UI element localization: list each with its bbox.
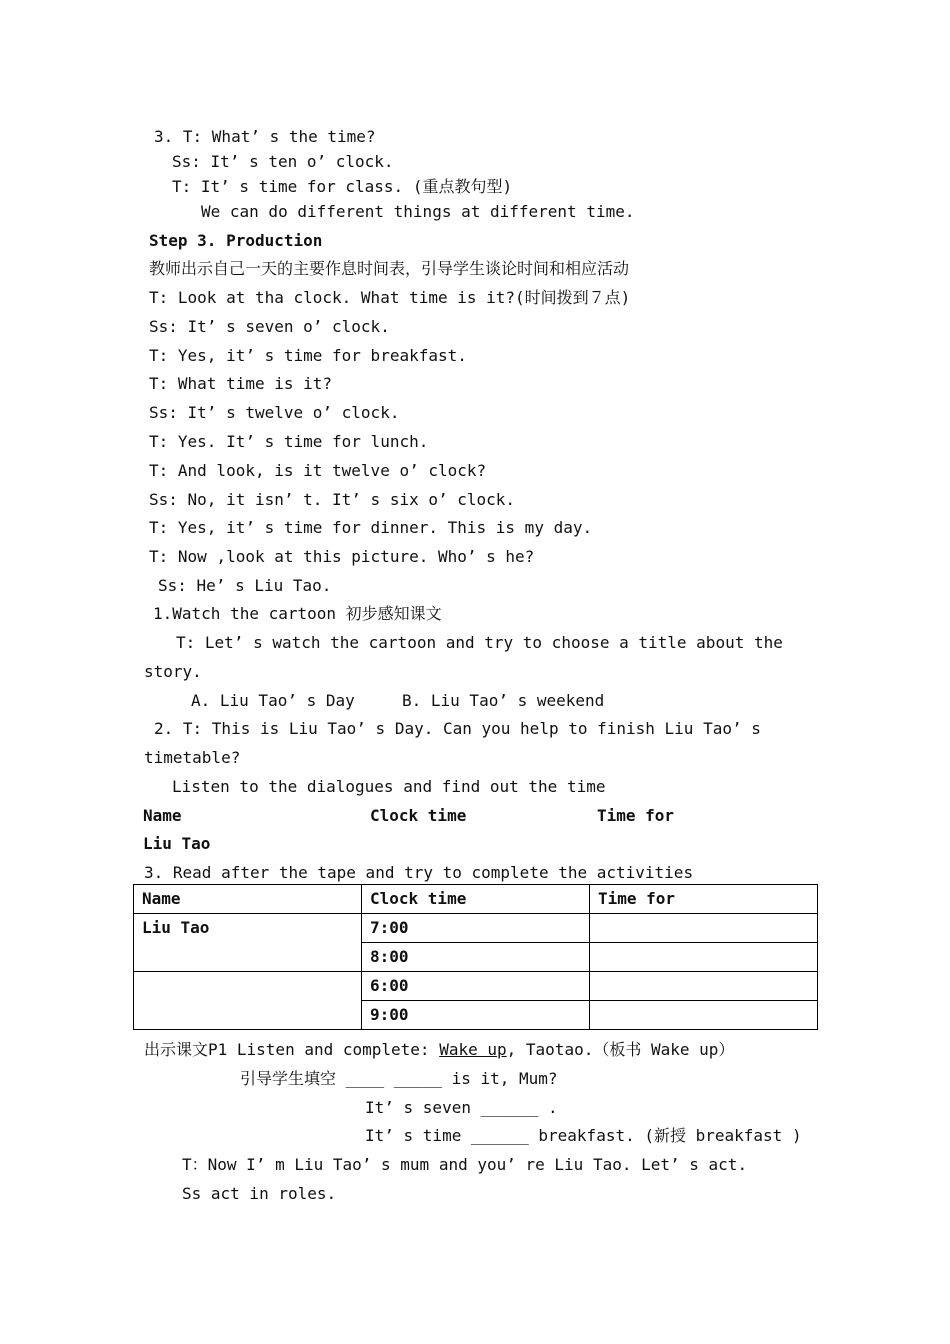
text-line: timetable? [144,748,241,767]
table-activity-cell [590,1001,818,1030]
text-segment: , Taotao.（板书 Wake up） [506,1040,735,1059]
table-header-row [134,885,818,914]
text-line: Ss: No, it isn’ t. It’ s six o’ clock. [149,490,516,509]
text-line: Ss: It’ s ten o’ clock. [172,152,394,171]
text-line: Ss: It’ s twelve o’ clock. [149,403,400,422]
text-line: T: Look at tha clock. What time is it?(时间拨到７点) [149,288,631,307]
header-clock-time: Clock time [370,806,467,825]
table-name-cell [134,972,362,1030]
table-activity-cell [590,914,818,943]
text-line: Ss: It’ s seven o’ clock. [149,317,390,336]
text-line: 3. T: What’ s the time? [154,127,376,146]
text-line [144,1040,734,1060]
underlined-phrase: Wake up [439,1040,507,1059]
text-line: T: Yes, it’ s time for dinner. This is my day. [149,518,593,537]
table-header-cell: Name [134,885,362,914]
text-line: 2. T: This is Liu Tao’ s Day. Can you help to finish Liu Tao’ s [154,719,761,738]
table-header-cell: Clock time [362,885,590,914]
table-activity-cell [590,943,818,972]
text-line: It’ s seven ______ . [365,1098,558,1117]
text-segment: 出示课文P1 Listen and complete: [144,1040,440,1059]
table-row [134,914,818,943]
text-line: T: And look, is it twelve o’ clock? [149,461,487,480]
table-header-cell: Time for [590,885,818,914]
text-line: T: It’ s time for class. (重点教句型) [172,177,513,196]
section-heading: Step 3. Production [149,231,323,250]
text-line: 教师出示自己一天的主要作息时间表，引导学生谈论时间和相应活动 [149,259,630,278]
text-line: Ss: He’ s Liu Tao. [158,576,332,595]
text-line: We can do different things at different time. [201,202,635,221]
text-line: 1.Watch the cartoon 初步感知课文 [153,604,442,623]
text-line: T: Yes. It’ s time for lunch. [149,432,429,451]
text-line: T：Now I’ m Liu Tao’ s mum and you’ re Liu Tao. Let’ s act. [182,1155,748,1174]
text-line: 3. Read after the tape and try to complete the activities [144,863,694,882]
text-line: T: Let’ s watch the cartoon and try to choose a title about the [176,633,783,652]
text-line: Ss act in roles. [182,1184,337,1203]
table-time-cell: 6:00 [362,972,590,1001]
table-time-cell: 7:00 [362,914,590,943]
table-activity-cell [590,972,818,1001]
table-time-cell: 9:00 [362,1001,590,1030]
text-line: story. [144,662,202,681]
text-line: T: Now ,look at this picture. Who’ s he? [149,547,535,566]
timetable [133,884,818,1030]
text-line: It’ s time ______ breakfast. (新授 breakfast ) [365,1126,802,1145]
table-name-cell: Liu Tao [134,914,362,972]
text-line: T: Yes, it’ s time for breakfast. [149,346,467,365]
header-name: Name [143,806,182,825]
name-liu-tao: Liu Tao [143,834,211,853]
table-row [134,972,818,1001]
header-time-for: Time for [597,806,675,825]
text-line: T: What time is it? [149,374,333,393]
table-time-cell: 8:00 [362,943,590,972]
option-a: A. Liu Tao’ s Day [191,691,355,710]
text-line: Listen to the dialogues and find out the time [172,777,606,796]
option-b: B. Liu Tao’ s weekend [402,691,605,710]
text-line: 引导学生填空 ____ _____ is it, Mum? [240,1069,558,1088]
